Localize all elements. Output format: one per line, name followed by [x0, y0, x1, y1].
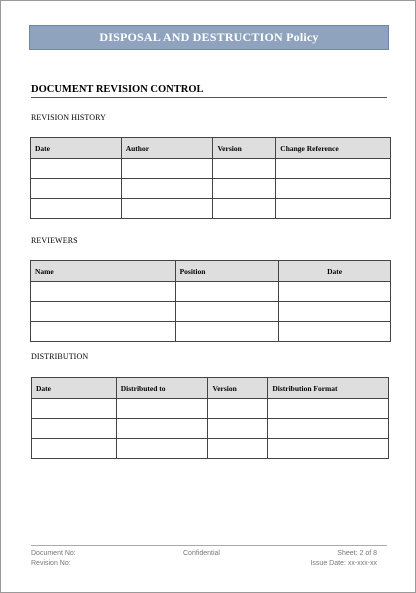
table-cell [213, 199, 276, 219]
column-header: Author [121, 138, 213, 159]
table-row [32, 399, 389, 419]
table-row [31, 199, 391, 219]
table-cell [175, 302, 279, 322]
revision-history-table [30, 137, 391, 219]
table-cell [276, 199, 391, 219]
classification: Confidential [183, 550, 220, 557]
table-row [31, 302, 391, 322]
column-header: Distribution Format [268, 378, 389, 399]
column-header: Change Reference [276, 138, 391, 159]
table-cell [175, 282, 279, 302]
reviewers-table [30, 260, 391, 342]
section-heading: DOCUMENT REVISION CONTROL [31, 84, 387, 98]
issue-date: Issue Date: xx-xxx-xx [310, 560, 377, 567]
table-row [31, 322, 391, 342]
document-title: DISPOSAL AND DESTRUCTION Policy [99, 30, 319, 44]
table-cell [32, 399, 117, 419]
column-header: Distributed to [116, 378, 208, 399]
column-header: Date [32, 378, 117, 399]
table-cell [121, 199, 213, 219]
table-row [31, 179, 391, 199]
table-cell [31, 302, 176, 322]
column-header: Date [279, 261, 391, 282]
table-cell [31, 322, 176, 342]
table-cell [279, 302, 391, 322]
sheet-number: Sheet: 2 of 8 [337, 550, 377, 557]
table-cell [121, 159, 213, 179]
column-header: Version [213, 138, 276, 159]
table-cell [276, 179, 391, 199]
table-cell [208, 419, 268, 439]
table-cell [268, 399, 389, 419]
table-cell [175, 322, 279, 342]
footer-right [310, 549, 377, 569]
table-cell [213, 179, 276, 199]
table-cell [32, 419, 117, 439]
table-header-row [31, 261, 391, 282]
table-cell [31, 282, 176, 302]
revision-number: Revision No: [31, 560, 71, 567]
table-cell [116, 419, 208, 439]
column-header: Name [31, 261, 176, 282]
table-cell [276, 159, 391, 179]
column-header: Version [208, 378, 268, 399]
table-cell [116, 439, 208, 459]
table-row [32, 439, 389, 459]
footer-left [31, 549, 76, 569]
footer-divider [31, 545, 387, 546]
table-header-row [32, 378, 389, 399]
revision-history-label: REVISION HISTORY [31, 113, 107, 122]
table-cell [279, 322, 391, 342]
distribution-label: DISTRIBUTION [31, 352, 89, 361]
table-cell [208, 399, 268, 419]
reviewers-label: REVIEWERS [31, 236, 78, 245]
table-cell [31, 199, 122, 219]
table-cell [208, 439, 268, 459]
footer-center [183, 549, 220, 559]
table-cell [121, 179, 213, 199]
column-header: Date [31, 138, 122, 159]
table-cell [31, 179, 122, 199]
table-row [31, 159, 391, 179]
table-cell [279, 282, 391, 302]
table-cell [31, 159, 122, 179]
table-cell [116, 399, 208, 419]
distribution-table [31, 377, 389, 459]
table-cell [268, 439, 389, 459]
document-number: Document No: [31, 550, 76, 557]
table-cell [213, 159, 276, 179]
table-cell [32, 439, 117, 459]
table-cell [268, 419, 389, 439]
column-header: Position [175, 261, 279, 282]
table-row [32, 419, 389, 439]
table-header-row [31, 138, 391, 159]
table-row [31, 282, 391, 302]
title-banner [29, 25, 389, 50]
